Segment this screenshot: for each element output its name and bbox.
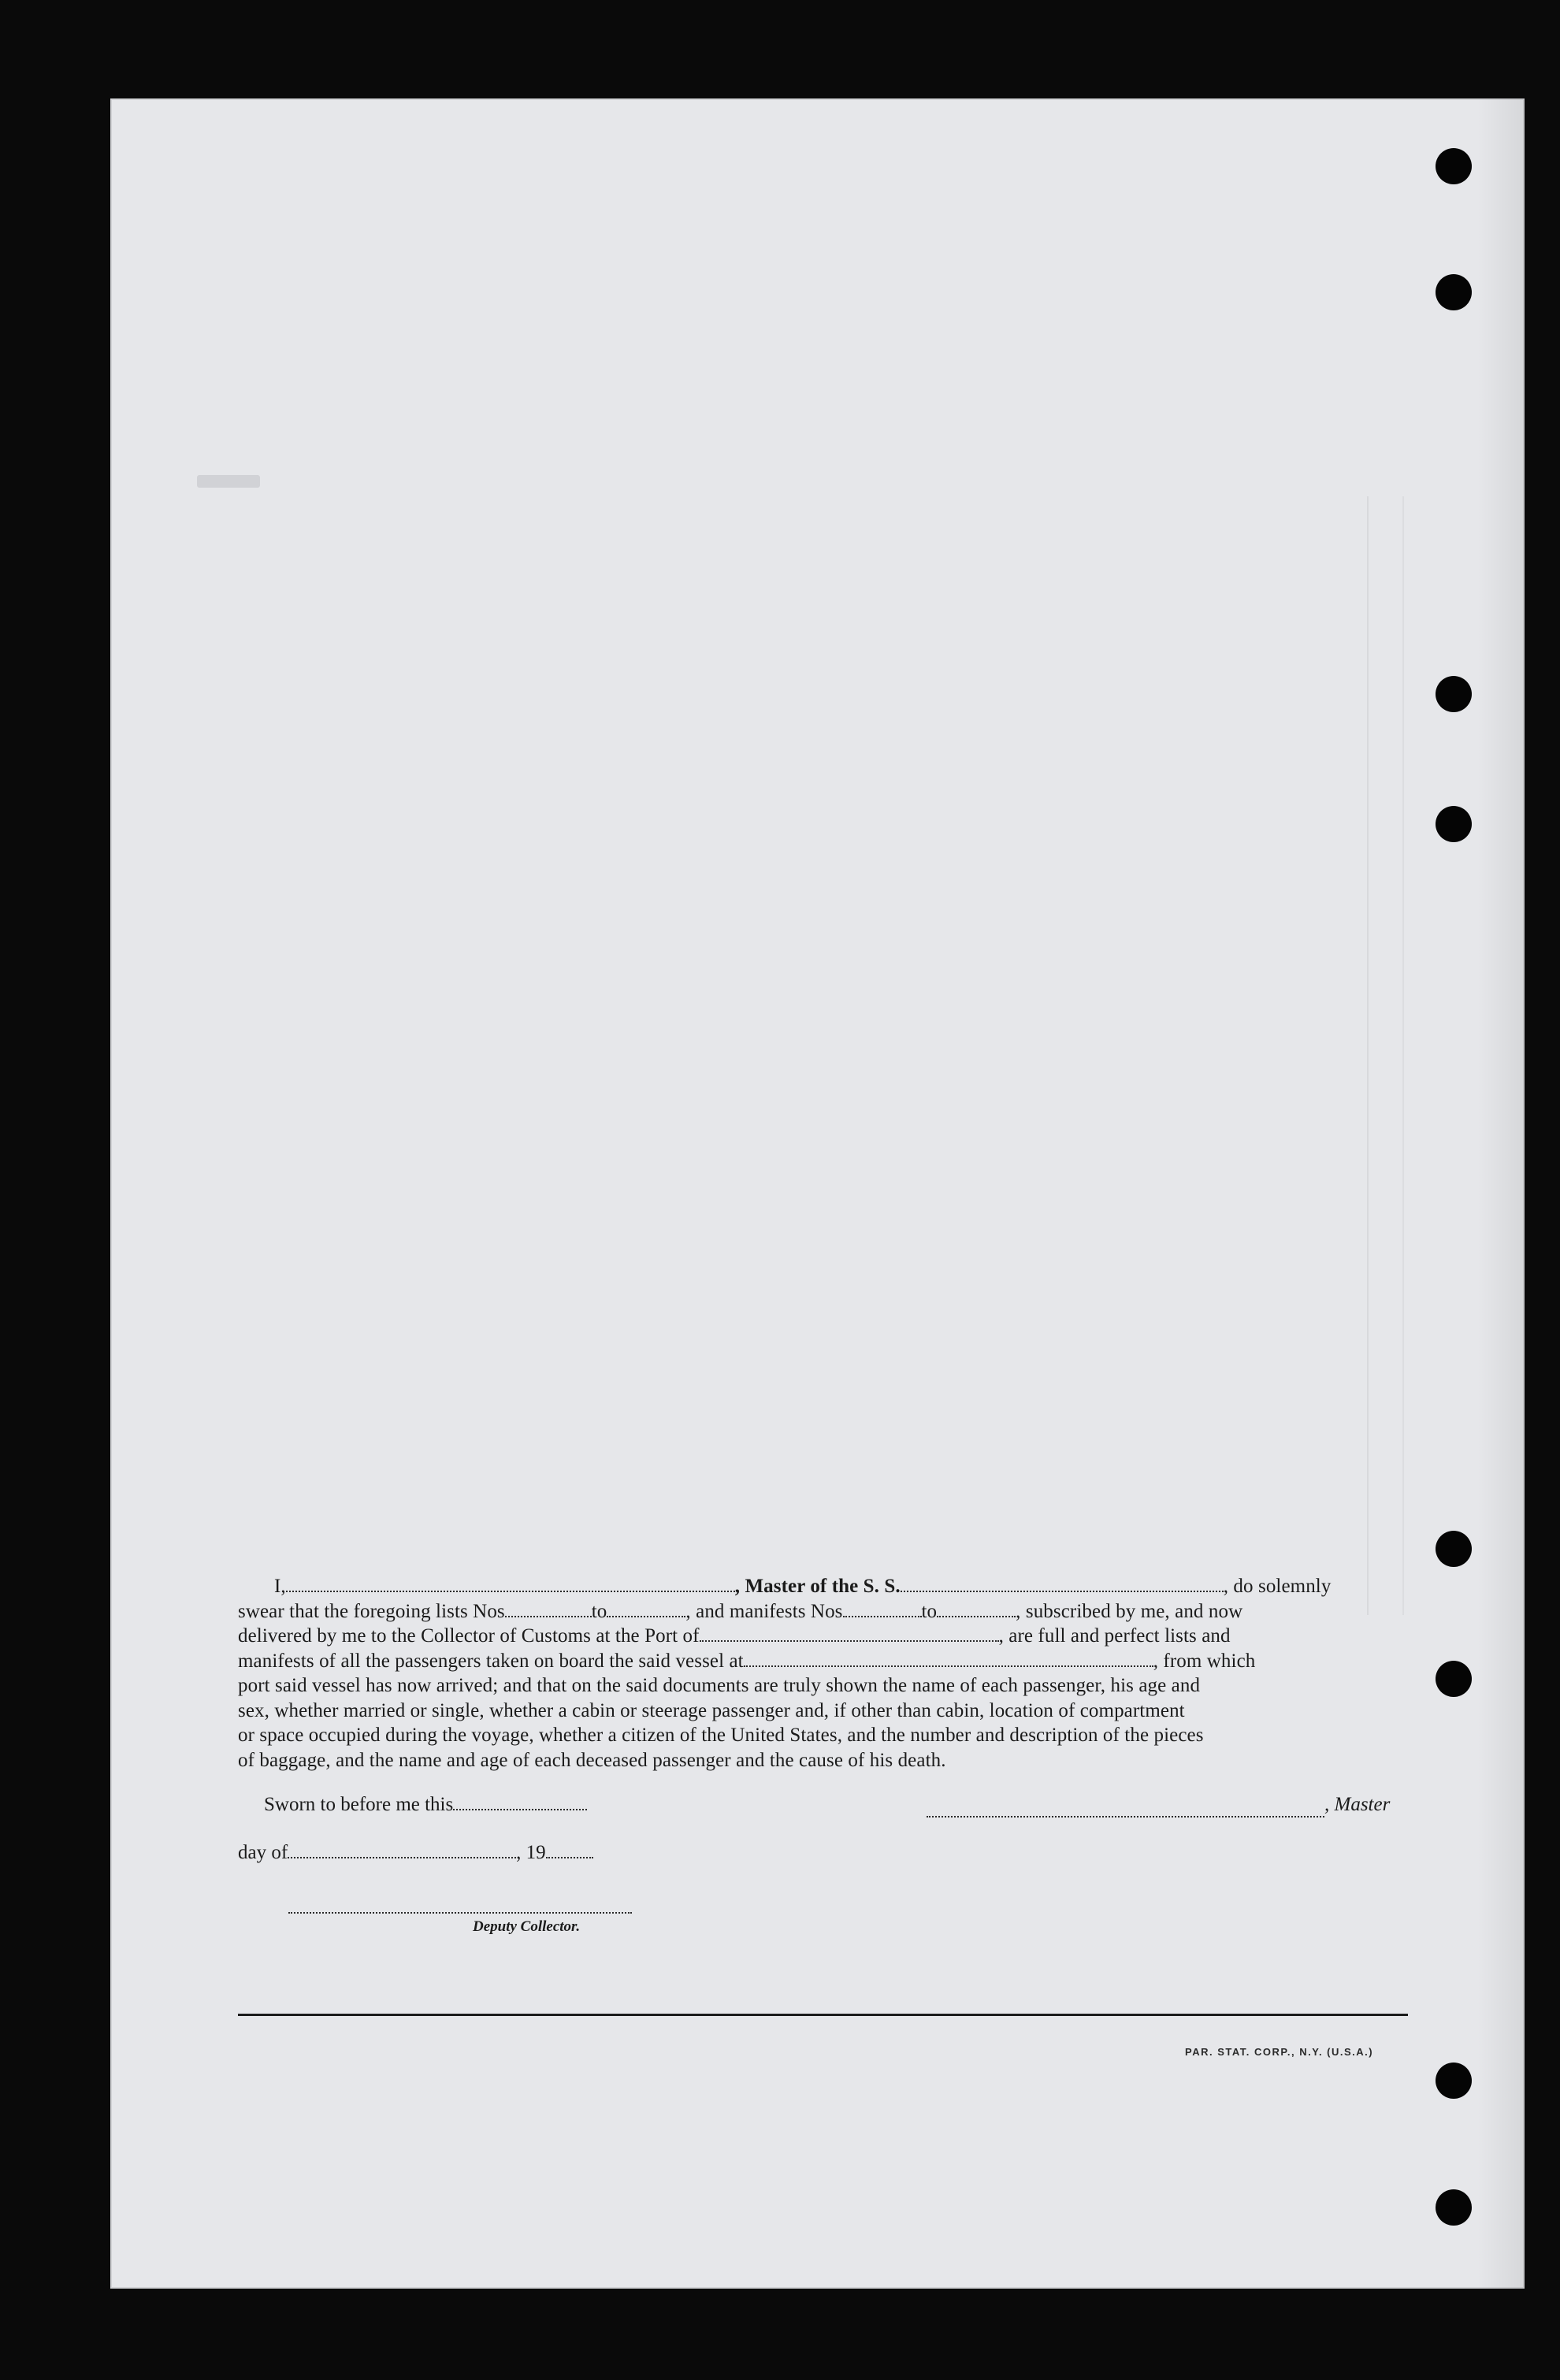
oath-text-fragment: delivered by me to the Collector of Customs at the Port of [238, 1625, 700, 1647]
sworn-before-label [264, 1794, 587, 1816]
punch-hole [1436, 806, 1472, 842]
master-text: , Master [1324, 1794, 1391, 1815]
fill-in-blank[interactable] [700, 1640, 999, 1642]
oath-line [238, 1599, 1410, 1624]
oath-text-fragment: to [591, 1600, 607, 1622]
bottom-rule [238, 2014, 1408, 2016]
oath-text-fragment: swear that the foregoing lists Nos [238, 1600, 505, 1622]
oath-line [238, 1649, 1410, 1674]
deputy-collector-signature-line[interactable] [288, 1912, 632, 1914]
oath-line [238, 1574, 1410, 1599]
master-label [1324, 1794, 1390, 1816]
punch-hole [1436, 1531, 1472, 1567]
document-page [110, 98, 1525, 2289]
year-text: , 19 [516, 1842, 546, 1863]
oath-line: or space occupied during the voyage, whether a citizen of the United States, and the number and description of the pieces [238, 1725, 1204, 1746]
day-of-text: day of [238, 1842, 288, 1863]
show-through-rule [1367, 496, 1369, 1615]
fill-in-blank[interactable] [607, 1616, 685, 1617]
oath-line: port said vessel has now arrived; and that on the said documents are truly shown the name of each passenger, his age and [238, 1675, 1201, 1696]
oath-text-fragment: , and manifests Nos [685, 1600, 843, 1622]
oath-line: sex, whether married or single, whether a cabin or steerage passenger and, if other than cabin, location of compartment [238, 1699, 1185, 1721]
fill-in-blank[interactable] [546, 1857, 593, 1858]
oath-text-fragment: to [921, 1600, 938, 1622]
fill-in-blank[interactable] [843, 1616, 922, 1617]
oath-line: of baggage, and the name and age of each deceased passenger and the cause of his death. [238, 1749, 946, 1771]
sworn-text: Sworn to before me this [264, 1794, 454, 1815]
punch-hole [1436, 148, 1472, 184]
fill-in-blank[interactable] [505, 1616, 592, 1617]
fill-in-blank[interactable] [744, 1665, 1153, 1667]
page-edge-shadow [1477, 98, 1525, 2289]
punch-hole [1436, 274, 1472, 310]
punch-hole [1436, 2063, 1472, 2099]
oath-line [238, 1624, 1410, 1649]
punch-hole [1436, 2189, 1472, 2226]
day-of-row [238, 1842, 593, 1864]
oath-text-fragment: , subscribed by me, and now [1016, 1600, 1243, 1622]
oath-text-fragment: , from which [1153, 1650, 1256, 1672]
fill-in-blank[interactable] [937, 1616, 1016, 1617]
punch-hole [1436, 676, 1472, 712]
deputy-collector-label [473, 1918, 580, 1936]
oath-text-fragment: , are full and perfect lists and [998, 1625, 1231, 1647]
fill-in-blank[interactable] [901, 1591, 1224, 1592]
master-signature-line[interactable] [927, 1816, 1324, 1817]
oath-text-fragment: I, [274, 1576, 286, 1597]
oath-text-fragment: manifests of all the passengers taken on board the said vessel at [238, 1650, 744, 1672]
oath-text-fragment: , Master of the S. S. [734, 1576, 901, 1597]
show-through-rule [1402, 496, 1404, 1615]
fill-in-blank[interactable] [453, 1809, 587, 1810]
deputy-text: Deputy Collector. [473, 1918, 581, 1935]
fill-in-blank[interactable] [286, 1591, 735, 1592]
oath-text [238, 1574, 1410, 1773]
punch-hole [1436, 1661, 1472, 1697]
printer-imprint: PAR. STAT. CORP., N.Y. (U.S.A.) [1185, 2046, 1374, 2058]
oath-text-fragment: , do solemnly [1223, 1576, 1332, 1597]
fill-in-blank[interactable] [288, 1857, 516, 1858]
show-through-mark [197, 475, 260, 488]
